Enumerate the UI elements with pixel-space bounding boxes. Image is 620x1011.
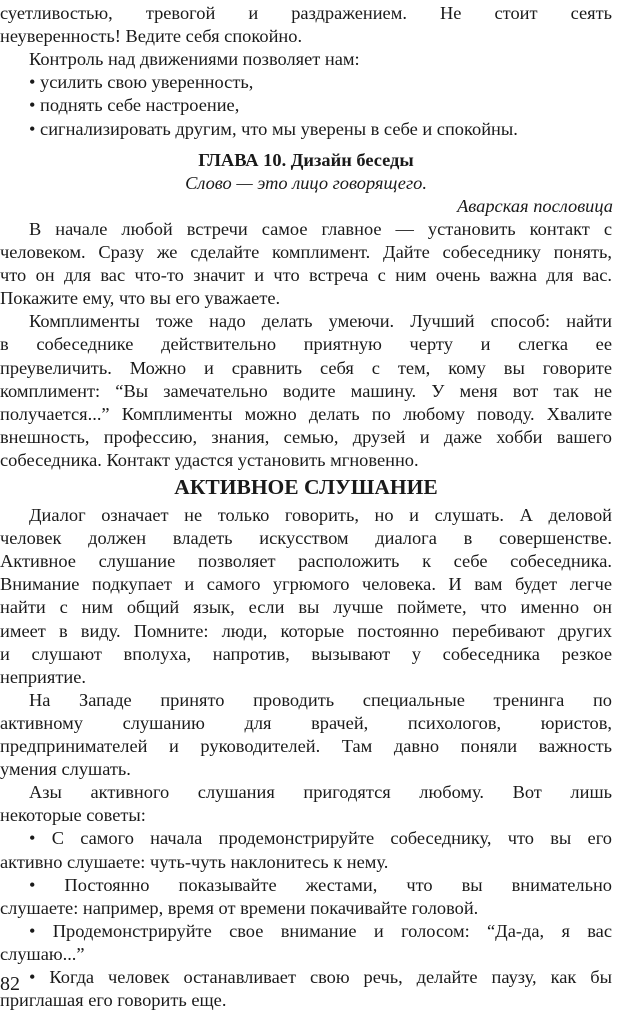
text-line: неприятие. <box>0 666 86 687</box>
text-line: Диалог означает не только говорить, но и слушать. А деловой <box>29 505 612 525</box>
text-line: внешность, профессию, знания, семью, друзей и даже хобби вашего <box>0 426 612 447</box>
text-line: Контроль над движениями позволяет нам: <box>29 49 360 70</box>
text-line: активному слушанию для врачей, психологов, юристов, <box>0 712 612 733</box>
section-title: АКТИВНОЕ СЛУШАНИЕ <box>174 475 438 499</box>
epigraph: Слово — это лицо говорящего. <box>185 172 427 193</box>
page-number: 82 <box>0 973 20 995</box>
epigraph-source: Аварская пословица <box>457 195 613 216</box>
bullet-item: • усилить свою уверенность, <box>29 72 254 93</box>
chapter-title: ГЛАВА 10. Дизайн беседы <box>198 149 414 170</box>
text-line: комплимент: “Вы замечательно водите машину. У меня вот так не <box>0 380 612 401</box>
text-line: человеком. Сразу же сделайте комплимент. Дайте собеседнику понять, <box>0 242 612 262</box>
text-line: имеет в виду. Помните: люди, которые постоянно перебивают других <box>0 620 612 641</box>
text-line: суетливостью, тревогой и раздражением. Не стоит сеять <box>0 3 612 23</box>
text-line: человек должен владеть искусством диалога в совершенстве. <box>0 528 612 549</box>
text-line: что он для вас что-то значит и что встреча с ним очень важна для вас. <box>0 265 612 286</box>
text-line: Покажите ему, что вы его уважаете. <box>0 288 281 309</box>
text-line: В начале любой встречи самое главное — установить контакт с <box>29 218 612 239</box>
text-line: преувеличить. Можно и сравнить себя с тем, кому вы говорите <box>0 357 612 378</box>
bullet-item: • поднять себе настроение, <box>29 95 240 116</box>
tip-item: • Продемонстрируйте свое внимание и голосом: “Да-да, я вас <box>29 920 612 941</box>
tip-item: • Постоянно показывайте жестами, что вы внимательно <box>29 874 612 895</box>
text-line: предпринимателей и руководителей. Там давно поняли важность <box>0 736 612 756</box>
bullet-item: • сигнализировать другим, что мы уверены в себе и спокойны. <box>29 118 518 139</box>
text-line: На Западе принято проводить специальные тренинга по <box>29 689 612 710</box>
tip-item: • Когда человек останавливает свою речь, делайте паузу, как бы <box>29 967 612 987</box>
text-line: Комплименты тоже надо делать умеючи. Лучший способ: найти <box>29 311 612 332</box>
text-line: в собеседнике действительно приятную черту и слегка ее <box>0 334 612 355</box>
text-line: Активное слушание позволяет расположить к себе собеседника. <box>0 551 612 572</box>
text-line: найти с ним общий язык, если вы лучше поймете, что именно он <box>0 597 612 618</box>
text-line: слушаете: например, время от времени покачивайте головой. <box>0 897 479 918</box>
text-line: получается...” Комплименты можно делать по любому поводу. Хвалите <box>0 403 612 424</box>
text-line: некоторые советы: <box>0 805 146 826</box>
text-line: слушаю...” <box>0 943 85 964</box>
text-line: неуверенность! Ведите себя спокойно. <box>0 26 303 47</box>
text-line: активно слушаете: чуть-чуть наклонитесь к нему. <box>0 851 389 872</box>
text-line: собеседника. Контакт удастся установить мгновенно. <box>0 449 419 470</box>
text-line: умения слушать. <box>0 759 131 780</box>
text-line: и слушают вполуха, напротив, вызывают у собеседника резкое <box>0 643 612 664</box>
text-line: Внимание подкупает и самого угрюмого человека. И вам будет легче <box>0 574 612 595</box>
tip-item: • С самого начала продемонстрируйте собеседнику, что вы его <box>29 828 612 849</box>
text-line: приглашая его говорить еще. <box>0 990 227 1011</box>
text-line: Азы активного слушания пригодятся любому. Вот лишь <box>29 782 612 803</box>
